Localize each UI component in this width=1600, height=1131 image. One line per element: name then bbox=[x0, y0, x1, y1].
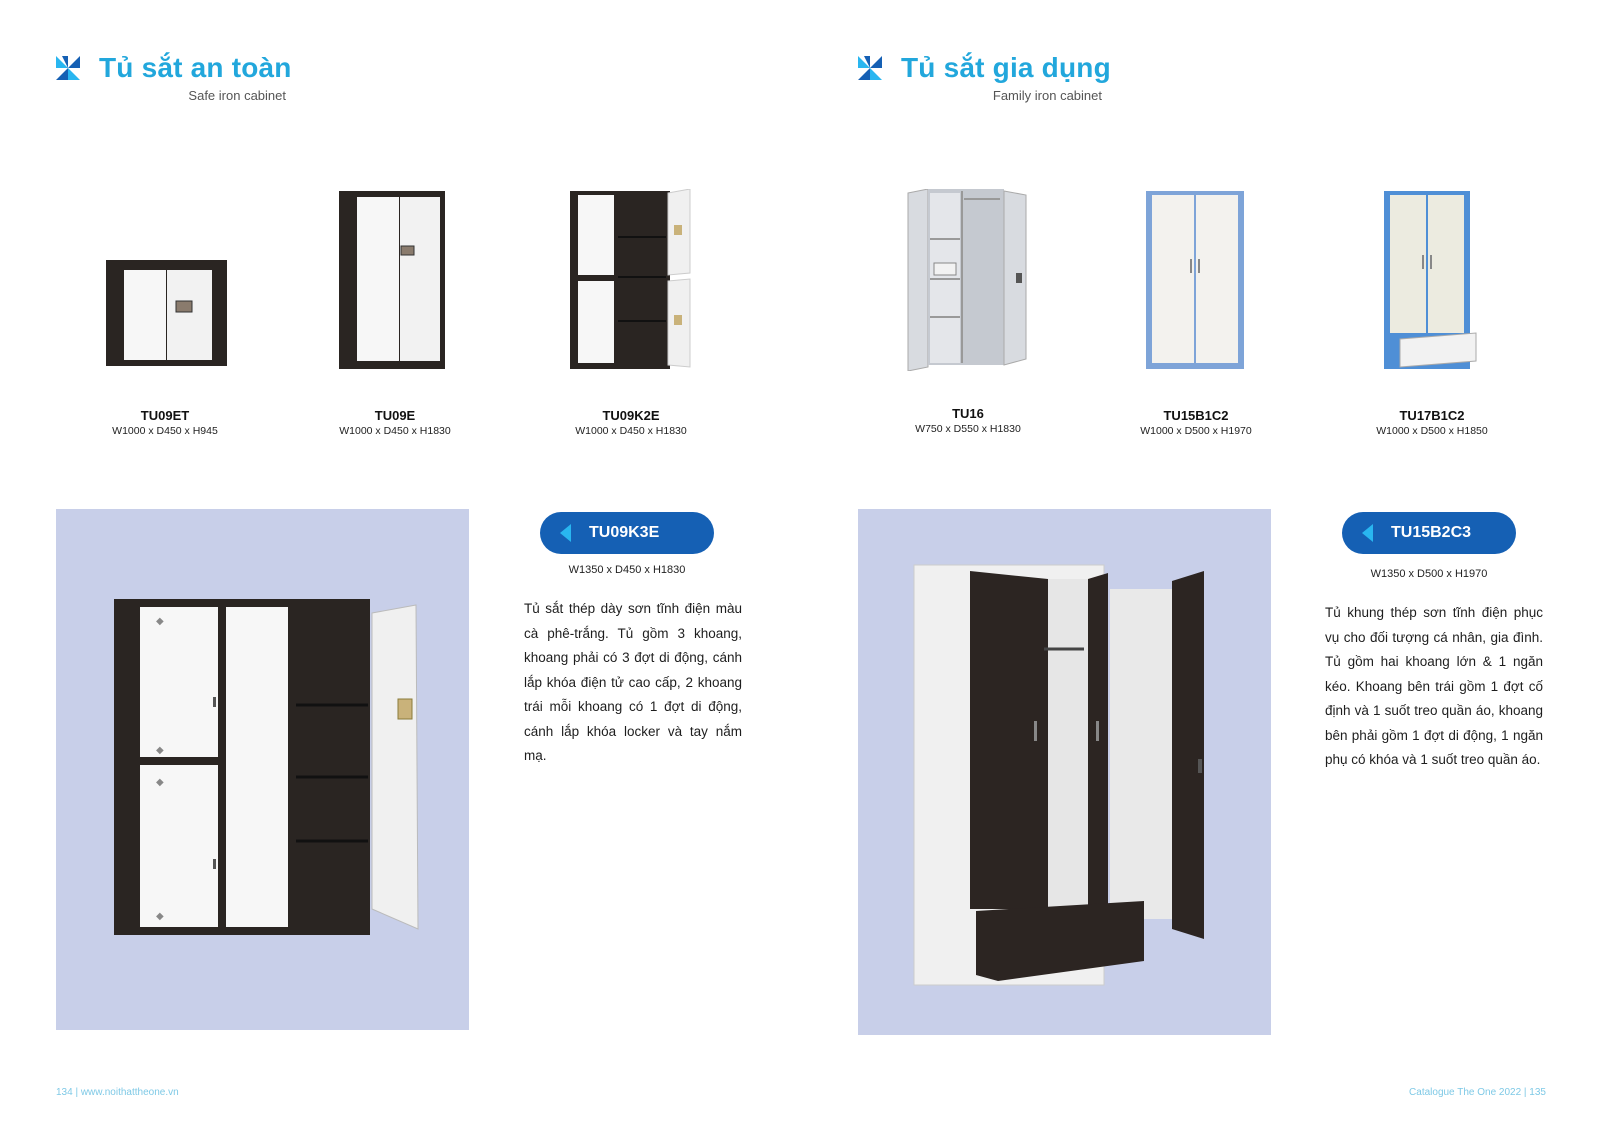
product-dims: W1000 x D450 x H1830 bbox=[575, 425, 687, 437]
svg-text:◆: ◆ bbox=[156, 616, 164, 627]
product-card-tu17b1c2[interactable] bbox=[1332, 408, 1532, 437]
product-image-tu16 bbox=[906, 189, 1028, 371]
product-code: TU09E bbox=[374, 408, 416, 423]
product-code: TU17B1C2 bbox=[1399, 408, 1465, 423]
feature-description-tu09k3e: Tủ sắt thép dày sơn tĩnh điện màu cà phê-trắng. Tủ gồm 3 khoang, khoang phải có 3 đợt di động, cánh lắp khóa điện tử cao cấp, 2 khoang trái mỗi khoang có 1 đợt di động, cánh lắp khóa locker và tay nắm mạ. bbox=[524, 601, 742, 763]
caret-left-icon bbox=[560, 524, 571, 542]
product-card-tu09et[interactable] bbox=[65, 408, 265, 437]
product-tag-label: TU09K3E bbox=[589, 524, 660, 541]
footer-right: Catalogue The One 2022 | 135 bbox=[1409, 1087, 1546, 1098]
feature-image-tu09k3e bbox=[56, 509, 469, 1030]
brand-logo-icon bbox=[858, 56, 882, 80]
svg-text:◆: ◆ bbox=[156, 777, 164, 788]
feature-image-panel-tu15b2c3 bbox=[858, 509, 1271, 1035]
product-image-tu15b1c2 bbox=[1144, 189, 1246, 371]
product-image-tu17b1c2 bbox=[1382, 189, 1478, 371]
product-dims: W1000 x D450 x H1830 bbox=[339, 425, 451, 437]
product-code: TU15B1C2 bbox=[1163, 408, 1229, 423]
footer-left: 134 | www.noithattheone.vn bbox=[56, 1087, 179, 1098]
product-dims: W1000 x D500 x H1850 bbox=[1376, 425, 1488, 437]
section-subtitle-safe-cabinet: Safe iron cabinet bbox=[188, 88, 286, 103]
caret-left-icon bbox=[1362, 524, 1373, 542]
product-code: TU09ET bbox=[140, 408, 190, 423]
section-title-safe-cabinet: Tủ sắt an toàn bbox=[99, 52, 292, 83]
brand-logo-icon bbox=[56, 56, 80, 80]
product-dims: W750 x D550 x H1830 bbox=[915, 423, 1021, 435]
feature-image-tu15b2c3 bbox=[858, 509, 1271, 1035]
product-dims: W1000 x D450 x H945 bbox=[112, 425, 218, 437]
feature-description-tu15b2c3: Tủ khung thép sơn tĩnh điện phục vụ cho đối tượng cá nhân, gia đình. Tủ gồm hai khoang lớn & 1 ngăn kéo. Khoang bên trái gồm 1 đợt cố định và 1 suốt treo quần áo, khoang bên phải gồm 1 đợt di động, 1 ngăn phụ có khóa và 1 suốt treo quần áo. bbox=[1325, 605, 1543, 767]
product-tag-tu15b2c3[interactable] bbox=[1342, 512, 1516, 554]
product-code: TU16 bbox=[952, 406, 984, 421]
feature-image-panel-tu09k3e bbox=[56, 509, 469, 1030]
section-title-family-cabinet: Tủ sắt gia dụng bbox=[901, 52, 1111, 83]
product-tag-tu09k3e[interactable] bbox=[540, 512, 714, 554]
product-dims: W1000 x D500 x H1970 bbox=[1140, 425, 1252, 437]
feature-dims-tu09k3e: W1350 x D450 x H1830 bbox=[568, 564, 686, 576]
product-image-tu09e bbox=[337, 189, 447, 371]
product-tag-label: TU15B2C3 bbox=[1391, 524, 1472, 541]
product-card-tu16[interactable] bbox=[868, 406, 1068, 435]
product-card-tu09e[interactable] bbox=[295, 408, 495, 437]
product-image-tu09et bbox=[104, 258, 230, 370]
feature-dims-tu15b2c3: W1350 x D500 x H1970 bbox=[1370, 568, 1488, 580]
svg-text:◆: ◆ bbox=[156, 745, 164, 756]
product-card-tu15b1c2[interactable] bbox=[1096, 408, 1296, 437]
product-image-tu09k2e bbox=[568, 189, 694, 371]
product-card-tu09k2e[interactable] bbox=[531, 408, 731, 437]
svg-text:◆: ◆ bbox=[156, 911, 164, 922]
product-code: TU09K2E bbox=[602, 408, 660, 423]
section-subtitle-family-cabinet: Family iron cabinet bbox=[992, 88, 1102, 103]
